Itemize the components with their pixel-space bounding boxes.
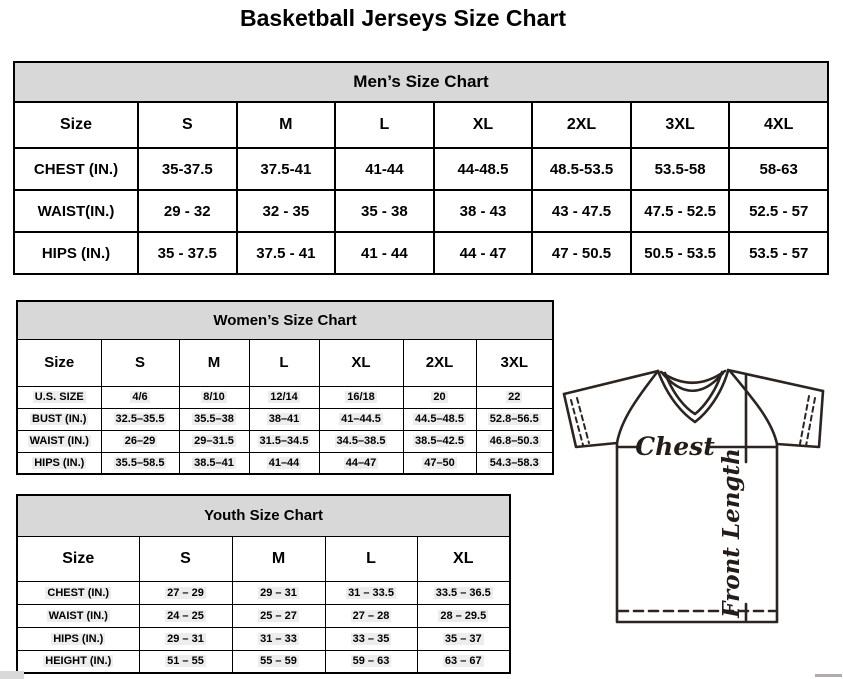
youth-header-row	[17, 536, 510, 581]
column-header: 2XL	[532, 102, 631, 148]
table-cell: 44-48.5	[434, 148, 533, 190]
table-cell: 52.8–56.5	[476, 408, 553, 430]
table-cell: 29 – 31	[139, 627, 232, 650]
table-cell: 41–44	[249, 452, 319, 474]
table-cell: 43 - 47.5	[532, 190, 631, 232]
scrollbar-artifact-left	[0, 671, 24, 679]
table-cell: 53.5 - 57	[729, 232, 828, 274]
table-cell: 52.5 - 57	[729, 190, 828, 232]
row-label: HIPS (IN.)	[17, 452, 101, 474]
table-cell: 35 – 37	[417, 627, 510, 650]
youth-size-table	[16, 494, 511, 674]
row-label: HIPS (IN.)	[17, 627, 139, 650]
jersey-right-armhole-seam	[730, 371, 777, 444]
table-cell: 44.5–48.5	[403, 408, 476, 430]
column-header: S	[101, 339, 179, 386]
chest-measurement-label: Chest	[635, 432, 715, 461]
table-cell: 35 - 37.5	[138, 232, 237, 274]
table-row	[14, 190, 828, 232]
table-cell: 55 – 59	[232, 650, 325, 673]
column-header: S	[138, 102, 237, 148]
column-header: XL	[417, 536, 510, 581]
column-header: Size	[14, 102, 138, 148]
table-cell: 44–47	[319, 452, 403, 474]
womens-header-row	[17, 339, 553, 386]
table-cell: 8/10	[179, 386, 249, 408]
column-header: S	[139, 536, 232, 581]
table-cell: 35.5–38	[179, 408, 249, 430]
table-cell: 38–41	[249, 408, 319, 430]
table-cell: 59 – 63	[325, 650, 417, 673]
front-length-measurement-label: Front Length	[718, 448, 745, 618]
table-cell: 38.5–41	[179, 452, 249, 474]
column-header: XL	[434, 102, 533, 148]
table-cell: 16/18	[319, 386, 403, 408]
table-cell: 47–50	[403, 452, 476, 474]
womens-table-title: Women’s Size Chart	[17, 301, 553, 339]
jersey-body-outline	[617, 443, 777, 622]
jersey-diagram	[557, 358, 843, 630]
table-cell: 27 – 29	[139, 581, 232, 604]
row-label: U.S. SIZE	[17, 386, 101, 408]
table-row	[17, 430, 553, 452]
column-header: XL	[319, 339, 403, 386]
womens-size-table	[16, 300, 554, 475]
table-cell: 29 - 32	[138, 190, 237, 232]
table-cell: 29–31.5	[179, 430, 249, 452]
table-row	[14, 148, 828, 190]
mens-header-row	[14, 102, 828, 148]
row-label: WAIST (IN.)	[17, 430, 101, 452]
table-cell: 33 – 35	[325, 627, 417, 650]
mens-table-title: Men’s Size Chart	[14, 62, 828, 102]
table-cell: 26–29	[101, 430, 179, 452]
table-row	[17, 452, 553, 474]
column-header: M	[179, 339, 249, 386]
table-cell: 35 - 38	[335, 190, 434, 232]
table-cell: 24 – 25	[139, 604, 232, 627]
table-row	[14, 232, 828, 274]
table-cell: 20	[403, 386, 476, 408]
table-cell: 37.5-41	[237, 148, 336, 190]
column-header: 4XL	[729, 102, 828, 148]
table-row	[17, 650, 510, 673]
table-cell: 29 – 31	[232, 581, 325, 604]
row-label: WAIST(IN.)	[14, 190, 138, 232]
table-cell: 32.5–35.5	[101, 408, 179, 430]
column-header: M	[232, 536, 325, 581]
page-title: Basketball Jerseys Size Chart	[239, 5, 566, 31]
table-cell: 37.5 - 41	[237, 232, 336, 274]
column-header: M	[237, 102, 336, 148]
table-row	[17, 386, 553, 408]
table-cell: 28 – 29.5	[417, 604, 510, 627]
row-label: WAIST (IN.)	[17, 604, 139, 627]
table-cell: 12/14	[249, 386, 319, 408]
table-cell: 38.5–42.5	[403, 430, 476, 452]
scrollbar-artifact-right	[815, 674, 842, 677]
column-header: L	[335, 102, 434, 148]
row-label: CHEST (IN.)	[17, 581, 139, 604]
mens-size-table	[13, 61, 829, 275]
table-cell: 41 - 44	[335, 232, 434, 274]
table-cell: 46.8–50.3	[476, 430, 553, 452]
table-row	[17, 604, 510, 627]
youth-table-title: Youth Size Chart	[17, 495, 510, 536]
column-header: L	[325, 536, 417, 581]
table-cell: 32 - 35	[237, 190, 336, 232]
table-cell: 58-63	[729, 148, 828, 190]
jersey-right-cuff-dashes	[800, 396, 815, 446]
table-cell: 31.5–34.5	[249, 430, 319, 452]
row-label: HEIGHT (IN.)	[17, 650, 139, 673]
table-cell: 41-44	[335, 148, 434, 190]
table-cell: 4/6	[101, 386, 179, 408]
table-cell: 47.5 - 52.5	[631, 190, 730, 232]
table-cell: 38 - 43	[434, 190, 533, 232]
table-cell: 35.5–58.5	[101, 452, 179, 474]
column-header: L	[249, 339, 319, 386]
table-cell: 63 – 67	[417, 650, 510, 673]
table-cell: 41–44.5	[319, 408, 403, 430]
table-cell: 27 – 28	[325, 604, 417, 627]
table-cell: 25 – 27	[232, 604, 325, 627]
table-cell: 22	[476, 386, 553, 408]
table-cell: 54.3–58.3	[476, 452, 553, 474]
table-cell: 47 - 50.5	[532, 232, 631, 274]
table-cell: 53.5-58	[631, 148, 730, 190]
row-label: BUST (IN.)	[17, 408, 101, 430]
table-cell: 31 – 33.5	[325, 581, 417, 604]
table-cell: 51 – 55	[139, 650, 232, 673]
table-cell: 34.5–38.5	[319, 430, 403, 452]
column-header: Size	[17, 536, 139, 581]
row-label: CHEST (IN.)	[14, 148, 138, 190]
column-header: 3XL	[631, 102, 730, 148]
column-header: Size	[17, 339, 101, 386]
column-header: 3XL	[476, 339, 553, 386]
jersey-right-sleeve	[777, 391, 823, 447]
table-cell: 50.5 - 53.5	[631, 232, 730, 274]
table-cell: 35-37.5	[138, 148, 237, 190]
row-label: HIPS (IN.)	[14, 232, 138, 274]
table-row	[17, 581, 510, 604]
table-cell: 33.5 – 36.5	[417, 581, 510, 604]
table-row	[17, 408, 553, 430]
table-cell: 31 – 33	[232, 627, 325, 650]
table-cell: 48.5-53.5	[532, 148, 631, 190]
column-header: 2XL	[403, 339, 476, 386]
table-cell: 44 - 47	[434, 232, 533, 274]
table-row	[17, 627, 510, 650]
